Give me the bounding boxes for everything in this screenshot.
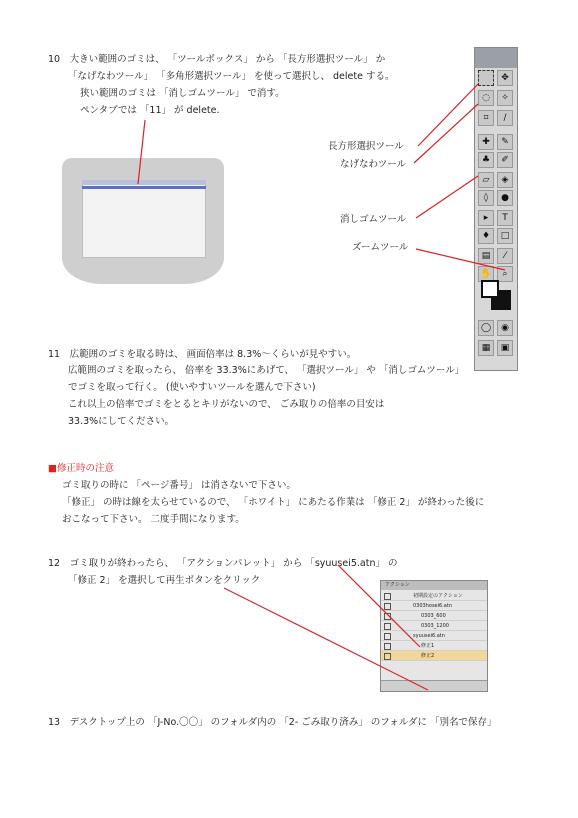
action-row[interactable]: syuusei6.atn	[381, 631, 487, 641]
type-tool-icon[interactable]: T	[497, 210, 513, 226]
brush-tool-icon[interactable]: ✎	[497, 134, 513, 150]
step12-line1: 12 ゴミ取りが終わったら、 「アクションパレット」 から 「syuusei5.atn」 の	[48, 558, 398, 569]
notice-line2: 「修正」 の時は線を太らせているので、 「ホワイト」 にあたる作業は 「修正 2」 が終わった後に	[62, 497, 485, 508]
pointer-line-lasso	[414, 104, 478, 163]
action-row[interactable]: 初期設定のアクション	[381, 591, 487, 601]
step11-line1: 11 広範囲のゴミを取る時は、 画面倍率は 8.3%〜くらいが見やすい。	[48, 349, 357, 360]
action-row[interactable]: 0303hosei6.atn	[381, 601, 487, 611]
pointer-line-eraser	[416, 176, 478, 218]
tablet-bar-light	[82, 180, 206, 185]
move-tool-icon[interactable]: ✥	[497, 70, 513, 86]
foreground-color-swatch[interactable]	[481, 280, 499, 298]
step11-line5: 33.3%にしてください。	[68, 416, 175, 427]
action-row[interactable]: 0303_600	[381, 611, 487, 621]
step10-line3: 狭い範囲のゴミは 「消しゴムツール」 で消す。	[80, 88, 285, 99]
marquee-tool-icon[interactable]	[478, 70, 494, 86]
path-select-icon[interactable]: ▸	[478, 210, 494, 226]
action-palette-tab[interactable]: アクション	[381, 581, 487, 590]
tablet-screen	[82, 180, 206, 258]
notes-tool-icon[interactable]: ▤	[478, 248, 494, 264]
step11-line4: これ以上の倍率でゴミをとるとキリがないので、 ごみ取りの倍率の目安は	[68, 399, 385, 410]
notice-title: ■修正時の注意	[48, 463, 114, 474]
step10-line1: 10 大きい範囲のゴミは、 「ツールボックス」 から 「長方形選択ツール」 か	[48, 54, 386, 65]
notice-line1: ゴミ取りの時に 「ページ番号」 は消さないで下さい。	[62, 480, 296, 491]
shape-tool-icon[interactable]: □	[497, 228, 513, 244]
slice-tool-icon[interactable]: ∕	[497, 110, 513, 126]
callout-lasso: なげなわツール	[340, 159, 407, 170]
history-brush-icon[interactable]: ✐	[497, 152, 513, 168]
tablet-bar-blue	[82, 186, 206, 189]
healing-brush-icon[interactable]: ✚	[478, 134, 494, 150]
palette-header	[475, 48, 517, 68]
callout-eraser: 消しゴムツール	[340, 214, 407, 225]
step11-line2: 広範囲のゴミを取ったら、 倍率を 33.3%にあげて、 「選択ツール」 や 「消しゴムツール」	[68, 365, 465, 376]
action-palette	[380, 580, 488, 692]
action-row[interactable]: 0303_1200	[381, 621, 487, 631]
lasso-tool-icon[interactable]: ◌	[478, 90, 494, 106]
pointer-line-rect-select	[418, 84, 478, 146]
action-row-selected[interactable]: 修正2	[381, 651, 487, 661]
fullscreen-mode-icon[interactable]: ▣	[497, 340, 513, 356]
step13-line1: 13 デスクトップ上の 「J-No.〇〇」 のフォルダ内の 「2- ごみ取り済み」 のフォルダに 「別名で保存」	[48, 717, 497, 728]
standard-mode-icon[interactable]: ◯	[478, 320, 494, 336]
magic-wand-icon[interactable]: ✧	[497, 90, 513, 106]
tool-palette	[474, 47, 518, 371]
callout-zoom: ズームツール	[352, 242, 409, 253]
eraser-tool-icon[interactable]: ▱	[478, 172, 494, 188]
dodge-tool-icon[interactable]: ●	[497, 190, 513, 206]
action-row[interactable]: 修正1	[381, 641, 487, 651]
crop-tool-icon[interactable]: ⌗	[478, 110, 494, 126]
action-palette-footer	[381, 680, 487, 691]
quickmask-mode-icon[interactable]: ◉	[497, 320, 513, 336]
zoom-tool-icon[interactable]: ⌕	[497, 266, 513, 282]
stamp-tool-icon[interactable]: ♣	[478, 152, 494, 168]
hand-tool-icon[interactable]: ✋	[478, 266, 494, 282]
step10-line2: 「なげなわツール」 「多角形選択ツール」 を使って選択し、 delete する。	[68, 71, 395, 82]
callout-rect-select: 長方形選択ツール	[328, 141, 404, 152]
pen-tablet-illustration	[62, 158, 224, 284]
notice-line3: おこなって下さい。 二度手間になります。	[62, 514, 245, 525]
screen-mode-icon[interactable]: ▦	[478, 340, 494, 356]
step12-line2: 「修正 2」 を選択して再生ボタンをクリック	[68, 575, 261, 586]
step11-line3: でゴミを取って行く。 (使いやすいツールを選んで下さい)	[68, 382, 316, 393]
blur-tool-icon[interactable]: ◊	[478, 190, 494, 206]
step10-line4: ペンタブでは 「11」 が delete.	[80, 105, 220, 116]
pen-tool-icon[interactable]: ♦	[478, 228, 494, 244]
bucket-tool-icon[interactable]: ◈	[497, 172, 513, 188]
eyedropper-icon[interactable]: ⁄	[497, 248, 513, 264]
